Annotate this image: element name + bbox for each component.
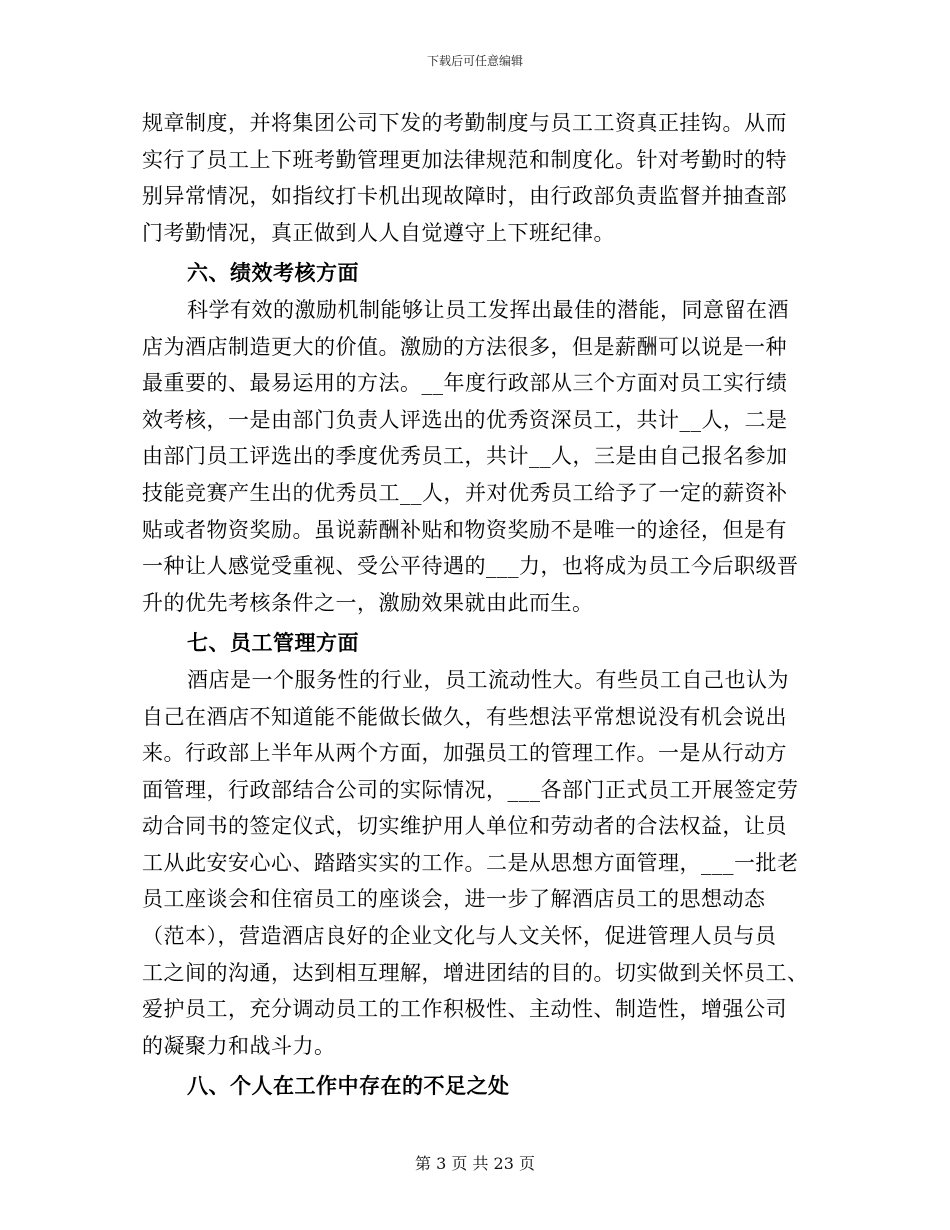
paragraph-continued [142, 105, 802, 251]
text-line: 科学有效的激励机制能够让员工发挥出最佳的潜能，同意留在酒 [187, 297, 789, 322]
section-heading-shortcomings: 八、个人在工作中存在的不足之处 [187, 1073, 510, 1099]
section-heading-staff-management: 七、员工管理方面 [187, 630, 359, 656]
text-line: 来。行政部上半年从两个方面，加强员工的管理工作。一是从行动方 [142, 741, 787, 766]
text-line: 门考勤情况，真正做到人人自觉遵守上下班纪律。 [142, 220, 615, 245]
page-header: 下载后可任意编辑 [426, 54, 523, 68]
text-line: 最重要的、最易运用的方法。__年度行政部从三个方面对员工实行绩 [142, 371, 788, 396]
text-line: 一种让人感觉受重视、受公平待遇的___力，也将成为员工今后职级晋 [142, 554, 799, 579]
document-body [142, 105, 809, 1105]
text-line: 实行了员工上下班考勤管理更加法律规范和制度化。针对考勤时的特 [142, 147, 787, 172]
text-line: （范本），营造酒店良好的企业文化与人文关怀，促进管理人员与员 [142, 924, 777, 949]
page-footer: 第 3 页 共 23 页 [415, 1154, 535, 1173]
text-line: 店为酒店制造更大的价值。激励的方法很多，但是薪酬可以说是一种 [142, 334, 787, 359]
text-line: 工之间的沟通，达到相互理解，增进团结的目的。切实做到关怀员工、 [142, 960, 809, 985]
paragraph-staff-management [142, 662, 809, 1065]
text-line: 规章制度，并将集团公司下发的考勤制度与员工工资真正挂钩。从而 [142, 111, 787, 135]
text-line: 工从此安安心心、踏踏实实的工作。二是从思想方面管理，___一批老 [142, 850, 799, 875]
text-line: 别异常情况，如指纹打卡机出现故障时，由行政部负责监督并抽查部 [142, 184, 787, 209]
text-line: 由部门员工评选出的季度优秀员工，共计__人，三是由自己报名参加 [142, 444, 788, 469]
paragraph-performance [142, 292, 802, 621]
text-line: 员工座谈会和住宿员工的座谈会，进一步了解酒店员工的思想动态 [142, 887, 766, 912]
text-line: 自己在酒店不知道能不能做长做久，有些想法平常想说没有机会说出 [142, 704, 787, 729]
text-line: 技能竞赛产生出的优秀员工__人，并对优秀员工给予了一定的薪资补 [142, 480, 788, 505]
text-line: 动合同书的签定仪式，切实维护用人单位和劳动者的合法权益，让员 [142, 814, 787, 839]
text-line: 效考核，一是由部门负责人评选出的优秀资深员工，共计__人，二是 [142, 407, 788, 432]
text-line: 升的优先考核条件之一，激励效果就由此而生。 [142, 590, 594, 615]
text-line: 贴或者物资奖励。虽说薪酬补贴和物资奖励不是唯一的途径，但是有 [142, 517, 787, 542]
text-line: 面管理，行政部结合公司的实际情况，___各部门正式员工开展签定劳 [142, 777, 799, 802]
text-line: 的凝聚力和战斗力。 [142, 1033, 336, 1058]
text-line: 酒店是一个服务性的行业，员工流动性大。有些员工自己也认为 [187, 667, 789, 692]
section-heading-performance: 六、绩效考核方面 [187, 260, 359, 286]
text-line: 爱护员工，充分调动员工的工作积极性、主动性、制造性，增强公司 [142, 997, 787, 1022]
